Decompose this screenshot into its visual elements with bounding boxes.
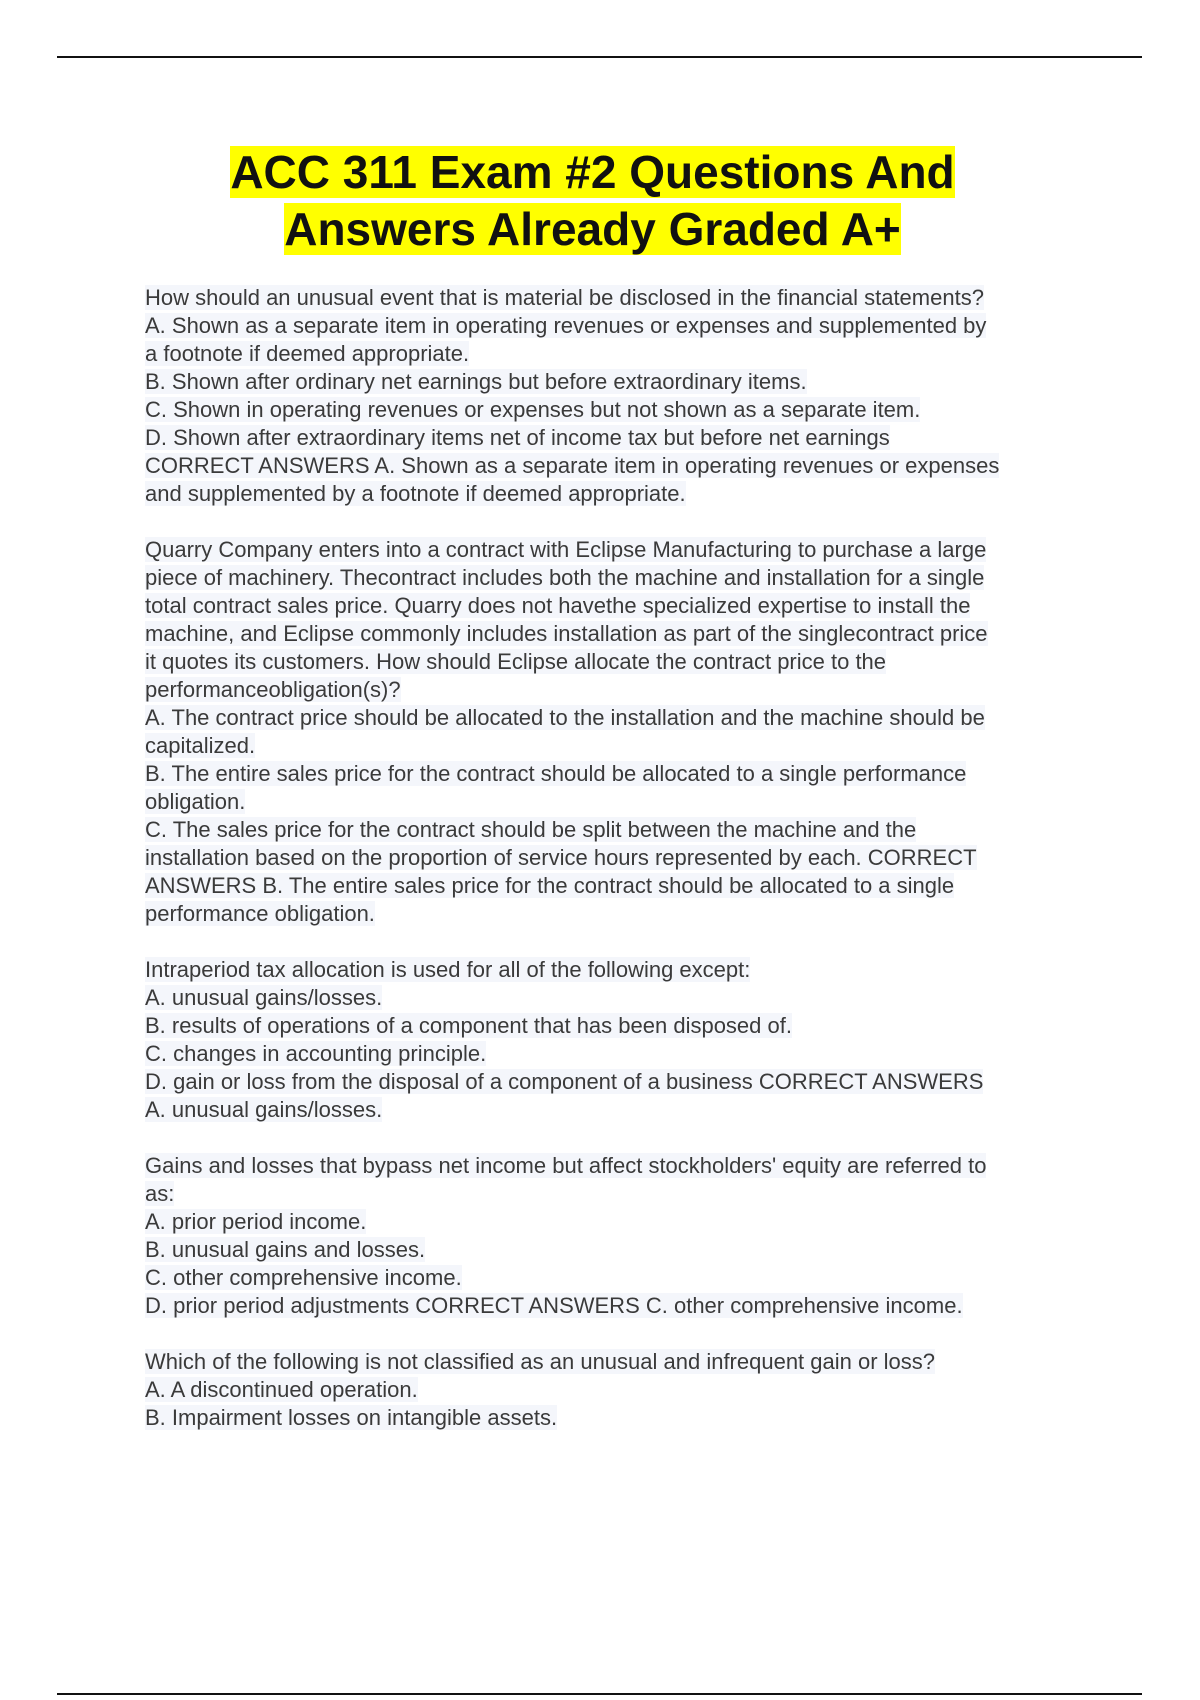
question-text-line <box>145 480 1095 508</box>
text-run: B. unusual gains and losses. <box>145 1237 426 1262</box>
question-text-line <box>145 676 1095 704</box>
question-text-line <box>145 564 1095 592</box>
question-block <box>145 956 1095 1124</box>
text-run: capitalized. <box>145 733 256 758</box>
top-divider <box>57 56 1142 58</box>
text-run: as: <box>145 1181 175 1206</box>
text-run: Which of the following is not classified as an unusual and infrequent gain or loss? <box>145 1349 936 1374</box>
question-block <box>145 1152 1095 1320</box>
text-run: Gains and losses that bypass net income but affect stockholders' equity are referred to <box>145 1153 987 1178</box>
text-run: piece of machinery. Thecontract includes both the machine and installation for a single <box>145 565 985 590</box>
text-run: a footnote if deemed appropriate. <box>145 341 470 366</box>
title-line-2: Answers Already Graded A+ <box>284 203 901 255</box>
text-run: C. The sales price for the contract should be split between the machine and the <box>145 817 917 842</box>
text-run: B. Shown after ordinary net earnings but before extraordinary items. <box>145 369 807 394</box>
text-run: B. The entire sales price for the contract should be allocated to a single performance <box>145 761 967 786</box>
question-text-line <box>145 872 1095 900</box>
question-text-line <box>145 340 1095 368</box>
text-run: A. unusual gains/losses. <box>145 985 383 1010</box>
text-run: obligation. <box>145 789 246 814</box>
question-text-line <box>145 1208 1095 1236</box>
question-text-line <box>145 1404 1095 1432</box>
question-text-line <box>145 1096 1095 1124</box>
question-block <box>145 284 1095 508</box>
question-text-line <box>145 704 1095 732</box>
question-text-line <box>145 620 1095 648</box>
text-run: B. results of operations of a component that has been disposed of. <box>145 1013 792 1038</box>
question-text-line <box>145 592 1095 620</box>
question-text-line <box>145 844 1095 872</box>
text-run: D. gain or loss from the disposal of a component of a business CORRECT ANSWERS <box>145 1069 984 1094</box>
text-run: C. Shown in operating revenues or expenses but not shown as a separate item. <box>145 397 921 422</box>
text-run: Quarry Company enters into a contract with Eclipse Manufacturing to purchase a large <box>145 537 987 562</box>
question-text-line <box>145 984 1095 1012</box>
text-run: A. unusual gains/losses. <box>145 1097 383 1122</box>
question-text-line <box>145 452 1095 480</box>
question-text-line <box>145 1040 1095 1068</box>
question-text-line <box>145 284 1095 312</box>
text-run: CORRECT ANSWERS A. Shown as a separate item in operating revenues or expenses <box>145 453 1000 478</box>
question-block <box>145 536 1095 928</box>
question-list <box>145 284 1095 1460</box>
text-run: and supplemented by a footnote if deemed appropriate. <box>145 481 686 506</box>
text-run: machine, and Eclipse commonly includes installation as part of the singlecontract price <box>145 621 988 646</box>
text-run: total contract sales price. Quarry does not havethe specialized expertise to install the <box>145 593 971 618</box>
text-run: C. changes in accounting principle. <box>145 1041 487 1066</box>
question-text-line <box>145 956 1095 984</box>
question-text-line <box>145 732 1095 760</box>
text-run: C. other comprehensive income. <box>145 1265 462 1290</box>
question-text-line <box>145 1180 1095 1208</box>
text-run: A. prior period income. <box>145 1209 367 1234</box>
question-text-line <box>145 1012 1095 1040</box>
question-text-line <box>145 1068 1095 1096</box>
title-line-1: ACC 311 Exam #2 Questions And <box>230 146 955 198</box>
text-run: performanceobligation(s)? <box>145 677 401 702</box>
text-run: it quotes its customers. How should Eclipse allocate the contract price to the <box>145 649 887 674</box>
question-text-line <box>145 396 1095 424</box>
text-run: performance obligation. <box>145 901 375 926</box>
question-text-line <box>145 1376 1095 1404</box>
text-run: D. Shown after extraordinary items net of income tax but before net earnings <box>145 425 890 450</box>
question-block <box>145 1348 1095 1432</box>
question-text-line <box>145 424 1095 452</box>
question-text-line <box>145 760 1095 788</box>
text-run: How should an unusual event that is material be disclosed in the financial statements? <box>145 285 984 310</box>
question-text-line <box>145 900 1095 928</box>
question-text-line <box>145 1264 1095 1292</box>
question-text-line <box>145 788 1095 816</box>
question-text-line <box>145 312 1095 340</box>
text-run: A. A discontinued operation. <box>145 1377 418 1402</box>
text-run: installation based on the proportion of service hours represented by each. CORRECT <box>145 845 977 870</box>
question-text-line <box>145 1152 1095 1180</box>
text-run: ANSWERS B. The entire sales price for the contract should be allocated to a single <box>145 873 955 898</box>
text-run: A. Shown as a separate item in operating revenues or expenses and supplemented by <box>145 313 987 338</box>
question-text-line <box>145 816 1095 844</box>
question-text-line <box>145 536 1095 564</box>
text-run: B. Impairment losses on intangible assets. <box>145 1405 558 1430</box>
question-text-line <box>145 368 1095 396</box>
text-run: Intraperiod tax allocation is used for all of the following except: <box>145 957 751 982</box>
text-run: D. prior period adjustments CORRECT ANSWERS C. other comprehensive income. <box>145 1293 963 1318</box>
question-text-line <box>145 1348 1095 1376</box>
question-text-line <box>145 1292 1095 1320</box>
page-title <box>0 144 1185 258</box>
question-text-line <box>145 648 1095 676</box>
question-text-line <box>145 1236 1095 1264</box>
text-run: A. The contract price should be allocated to the installation and the machine should be <box>145 705 985 730</box>
bottom-divider <box>57 1693 1142 1695</box>
